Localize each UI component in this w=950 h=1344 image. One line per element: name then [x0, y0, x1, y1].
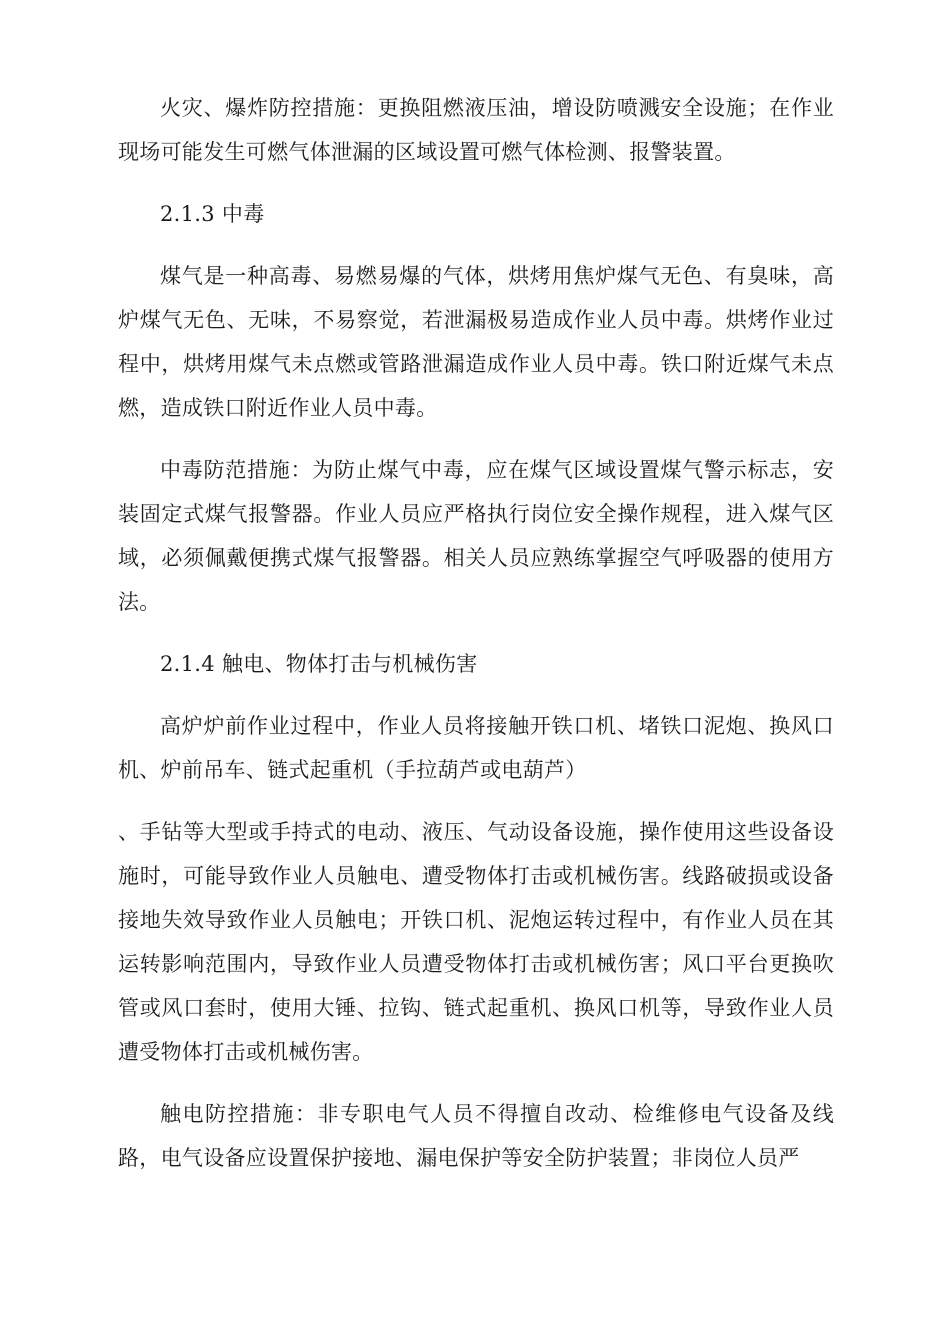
paragraph-equipment-hazards: 、手钻等大型或手持式的电动、液压、气动设备设施，操作使用这些设备设施时，可能导致作业人员触电、遭受物体打击或机械伤害。线路破损或设备接地失效导致作业人员触电；开铁口机、泥炮运转过程中，有作业人员在其运转影响范围内，导致作业人员遭受物体打击或机械伤害；风口平台更换吹管或风口套时，使用大锤、拉钩、链式起重机、换风口机等，导致作业人员遭受物体打击或机械伤害。	[118, 820, 834, 1064]
paragraph-fire-explosion-measures: 火灾、爆炸防控措施：更换阻燃液压油，增设防喷溅安全设施；在作业现场可能发生可燃气体泄漏的区域设置可燃气体检测、报警装置。	[118, 96, 834, 164]
paragraph-shock-measures: 触电防控措施：非专职电气人员不得擅自改动、检维修电气设备及线路，电气设备应设置保护接地、漏电保护等安全防护装置；非岗位人员严	[118, 1102, 834, 1170]
paragraph-poisoning-measures: 中毒防范措施：为防止煤气中毒，应在煤气区域设置煤气警示标志，安装固定式煤气报警器。作业人员应严格执行岗位安全操作规程，进入煤气区域，必须佩戴便携式煤气报警器。相关人员应熟练掌握空气呼吸器的使用方法。	[118, 458, 834, 614]
document-body	[118, 86, 834, 1198]
section-heading-poisoning: 2.1.3 中毒	[160, 202, 265, 226]
paragraph-gas-description: 煤气是一种高毒、易燃易爆的气体，烘烤用焦炉煤气无色、有臭味，高炉煤气无色、无味，不易察觉，若泄漏极易造成作业人员中毒。烘烤作业过程中，烘烤用煤气未点燃或管路泄漏造成作业人员中毒。铁口附近煤气未点燃，造成铁口附近作业人员中毒。	[118, 264, 834, 420]
paragraph-furnace-operation: 高炉炉前作业过程中，作业人员将接触开铁口机、堵铁口泥炮、换风口机、炉前吊车、链式起重机（手拉葫芦或电葫芦）	[118, 714, 834, 782]
section-heading-electric-shock: 2.1.4 触电、物体打击与机械伤害	[160, 652, 478, 676]
